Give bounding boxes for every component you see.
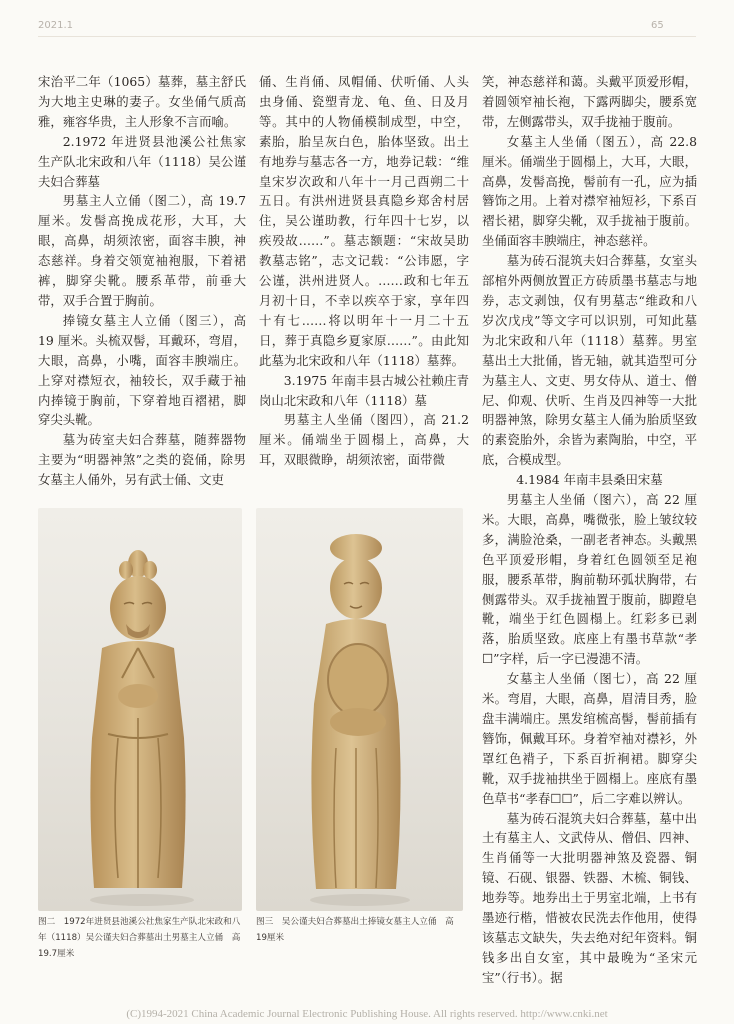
male-figurine-illustration <box>38 508 242 911</box>
female-figurine-illustration <box>256 508 463 911</box>
figure-3-photo <box>256 508 463 911</box>
copyright-footer: (C)1994-2021 China Academic Journal Electronic Publishing House. All rights reserved. http://www.cnki.net <box>126 1008 608 1020</box>
section-heading: 2.1972 年进贤县池溪公社焦家生产队北宋政和八年（1118）吴公谨夫妇合葬墓 <box>38 133 246 189</box>
paragraph: 墓为砖石混筑夫妇合葬墓，女室头部棺外两侧放置正方砖质墨书墓志与地券，志文剥蚀，仅有男墓志“维政和八岁次戊戌”等文字可以识别，可知此墓为北宋政和八年（1118）墓葬。男室墓出土大批俑，皆无轴，就其造型可分为墓主人、文吏、男女侍从、道士、僧尼、仰观、伏听、生肖及四神等一大批明器神煞，除男女墓主人俑为胎质坚致的素瓷胎外，余皆为素陶胎，中空，平底，合模成型。 <box>482 253 697 468</box>
figure-2-photo <box>38 508 242 911</box>
figure-3-caption: 图三 吴公谨夫妇合葬墓出土捧镜女墓主人立俑 高19厘米 <box>256 917 454 943</box>
section-heading: 4.1984 年南丰县桑田宋墓 <box>516 472 663 488</box>
text-column-2 <box>259 72 469 470</box>
paragraph: 女墓主人坐俑（图七），高 22 厘米。弯眉，大眼，高鼻，眉清目秀，脸盘丰满端庄。黑发绾梳高髻，髻前插有簪饰，佩戴耳环。身着窄袖对襟衫，外罩红色褙子，下系百折裥裙。脚穿尖靴，双手拢袖拱坐于圆榻上。座底有墨色草书“孝春☐☐”，后二字难以辨认。 <box>482 671 697 806</box>
paragraph: 女墓主人坐俑（图五），高 22.8 厘米。俑端坐于圆榻上，大耳，大眼，高鼻，发髻高挽，髻前有一孔，应为插簪饰之用。上着对襟窄袖短衫，下系百褶长裙，脚穿尖靴，双手拢袖于腹前。坐俑面容丰腴端庄，神态慈祥。 <box>482 133 697 249</box>
paragraph: 宋治平二年（1065）墓葬，墓主舒氏为大地主史琳的妻子。女坐俑气质高雅，雍容华贵，主人形象不言而喻。 <box>38 74 246 129</box>
header-rule <box>38 36 696 37</box>
page-number: 65 <box>651 20 664 31</box>
paragraph: 男墓主人坐俑（图六），高 22 厘米。大眼，高鼻，嘴微张，脸上皱纹较多，满脸沧桑，一副老者神态。头戴黑色平顶爱形帽，身着红色圆领至足袍服，腰系革带，胸前勒环弧状胸带，右侧露带头。双手拢袖置于腹前，脚蹬皂靴，端坐于红色圆榻上。红彩多已剥落，胎质坚致。底座上有墨书草款“孝☐”字样，后一字已漫漶不清。 <box>482 492 697 667</box>
paragraph: 俑、生肖俑、凤帽俑、伏听俑、人头虫身俑、瓷塑青龙、龟、鱼、日及月等。其中的人物俑模制成型，中空，素胎，胎呈灰白色，胎体坚致。出土有地券与墓志各一方，地券记载：“维皇宋岁次政和八年十一月己酉朔二十五日。有洪州进贤县真隐乡郑舍村居住，吴公谨助教，行年四十七岁，以疾殁故……”。墓志额题：“宋故吴助教墓志铭”，志文记载：“公讳愿，字公谨，洪州进贤人。……政和七年五月初十日，不幸以疾卒于家，享年四十有七……将以明年十一月二十五日，葬于真隐乡夏家原……”。由此知此墓为北宋政和八年（1118）墓葬。 <box>259 74 469 368</box>
figure-2-caption: 图二 1972年进贤县池溪公社焦家生产队北宋政和八年（1118）吴公谨夫妇合葬墓出土男墓主人立俑 高19.7厘米 <box>38 917 241 959</box>
paragraph: 墓为砖室夫妇合葬墓，随葬器物主要为“明器神煞”之类的瓷俑，除男女墓主人俑外，另有武士俑、文吏 <box>38 432 246 488</box>
text-column-1 <box>38 72 246 490</box>
paragraph: 男墓主人立俑（图二），高 19.7 厘米。发髻高挽成花形，大耳，大眼，高鼻，胡须浓密，面容丰腴，神态慈祥。身着交领宽袖袍服，下着裙裤，脚穿尖靴。腰系革带，前垂大带，双手合置于胸前。 <box>38 193 246 308</box>
paragraph: 笑，神态慈祥和蔼。头戴平顶爱形帽，着圆领窄袖长袍，下露两脚尖，腰系宽带，左侧露带头，双手拢袖于腹前。 <box>482 74 697 129</box>
journal-issue: 2021.1 <box>38 20 73 31</box>
paragraph: 男墓主人坐俑（图四），高 21.2 厘米。俑端坐于圆榻上，高鼻，大耳，双眼微睁，胡须浓密，面带微 <box>259 412 469 468</box>
section-heading: 3.1975 年南丰县古城公社赖庄青岗山北宋政和八年（1118）墓 <box>259 372 469 408</box>
paragraph: 墓为砖石混筑夫妇合葬墓，墓中出土有墓主人、文武侍从、僧侣、四神、生肖俑等一大批明器神煞及瓷器、铜镜、石砚、银器、铁器、木梳、铜钱、地券等。地券出土于男室北端，上书有墨迹行楷，惜被农民洗去作他用，使得该墓志文缺失，失去绝对纪年资料。铜钱多出自女室，其中最晚为“圣宋元宝”（行书）。据 <box>482 810 697 985</box>
text-column-3 <box>482 72 697 988</box>
paragraph: 捧镜女墓主人立俑（图三），高 19 厘米。头梳双髻，耳戴环，弯眉，大眼，高鼻，小嘴，面容丰腴端庄。上穿对襟短衣，袖较长，双手藏于袖内捧镜于胸前，下穿着地百褶裙，脚穿尖头靴。 <box>38 312 246 428</box>
